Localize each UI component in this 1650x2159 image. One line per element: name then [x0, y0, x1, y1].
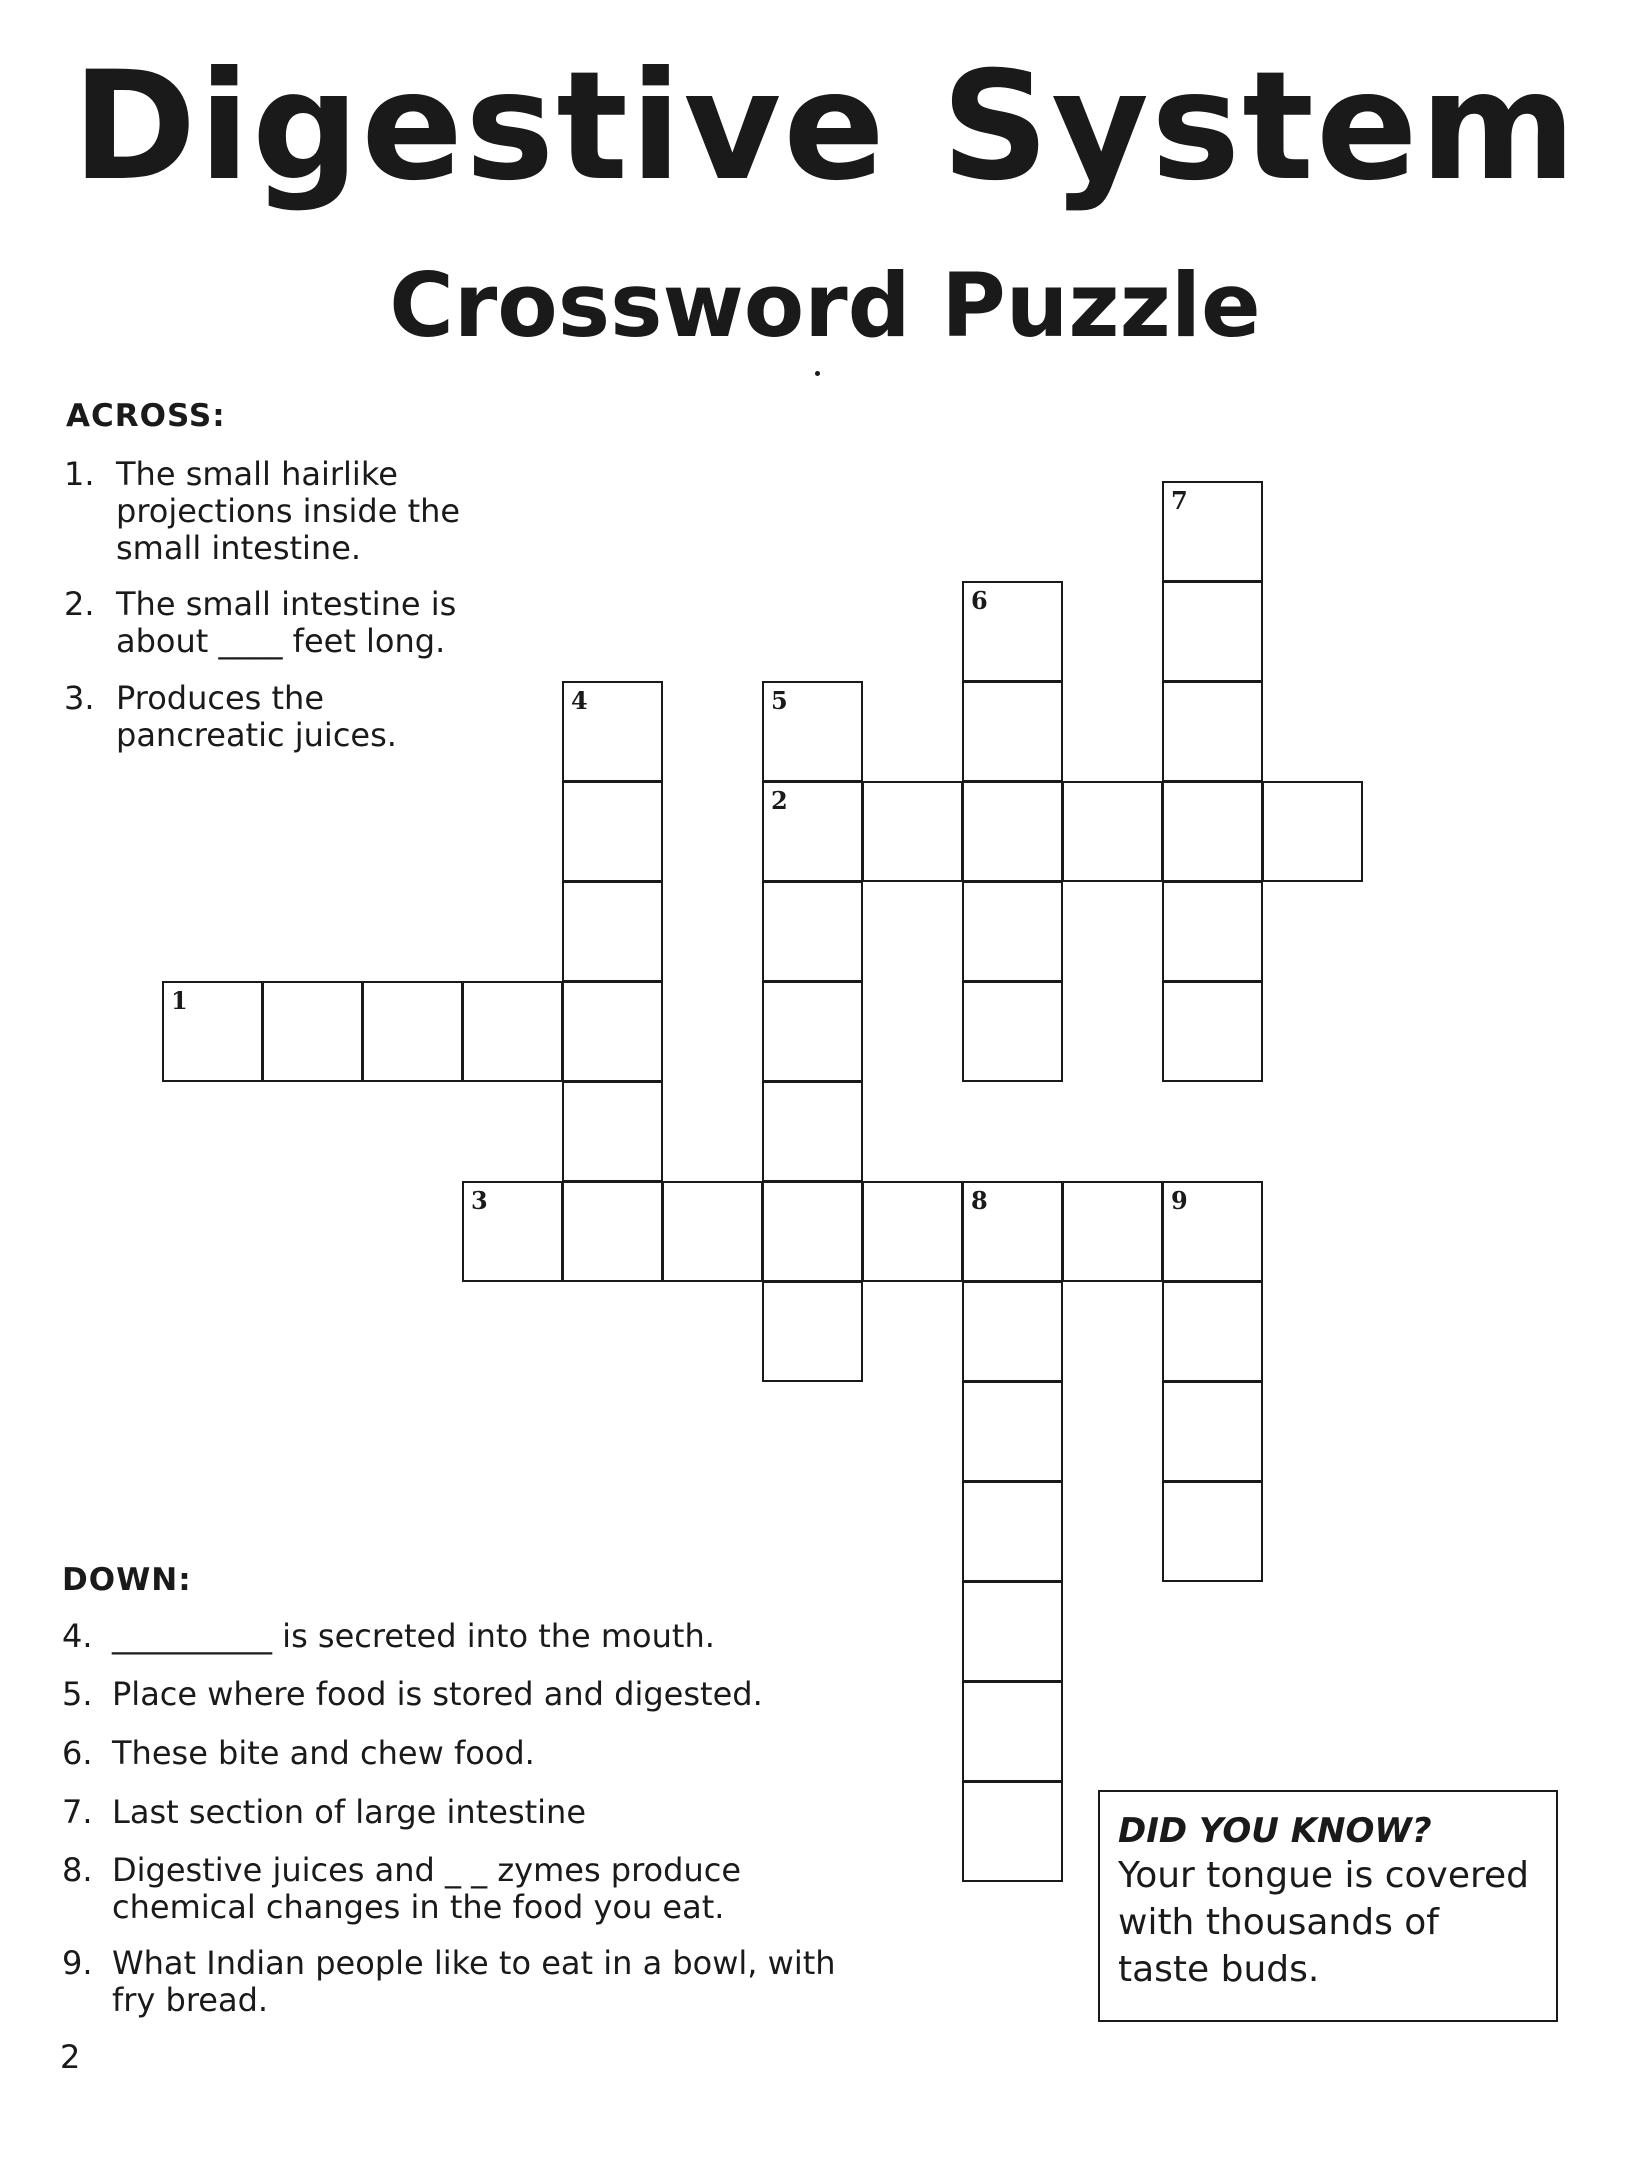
crossword-cell[interactable] [462, 981, 563, 1082]
clue-text: Place where food is stored and digested. [112, 1675, 763, 1713]
crossword-cell[interactable] [862, 1181, 963, 1282]
crossword-cell[interactable] [1262, 781, 1363, 882]
crossword-cell[interactable] [562, 681, 663, 782]
crossword-cell[interactable] [1162, 581, 1263, 682]
crossword-cell[interactable] [962, 581, 1063, 682]
down-clue-8 [62, 1852, 862, 1926]
page-subtitle: Crossword Puzzle [389, 254, 1261, 357]
down-clue-9 [62, 1945, 862, 2019]
crossword-cell[interactable] [662, 1181, 763, 1282]
clue-text: What Indian people like to eat in a bowl, with fry bread. [112, 1944, 836, 2019]
crossword-cell[interactable] [462, 1181, 563, 1282]
clue-text: Last section of large intestine [112, 1793, 587, 1831]
cell-number: 9 [1171, 1186, 1188, 1215]
cell-number: 7 [1171, 486, 1188, 515]
crossword-cell[interactable] [1162, 1281, 1263, 1382]
clue-number: 5. [62, 1675, 93, 1713]
crossword-cell[interactable] [962, 1181, 1063, 1282]
crossword-cell[interactable] [962, 1781, 1063, 1882]
crossword-cell[interactable] [962, 1281, 1063, 1382]
did-you-know-box [1098, 1790, 1558, 2022]
crossword-cell[interactable] [962, 781, 1063, 882]
crossword-cell[interactable] [962, 881, 1063, 982]
crossword-cell[interactable] [162, 981, 263, 1082]
crossword-cell[interactable] [862, 781, 963, 882]
page-title: Digestive System [72, 40, 1578, 214]
clue-number: 7. [62, 1793, 93, 1831]
clue-text: These bite and chew food. [112, 1734, 535, 1772]
clue-text: Digestive juices and _ _ zymes produce chemical changes in the food you eat. [112, 1851, 741, 1926]
crossword-cell[interactable] [562, 1081, 663, 1182]
did-you-know-heading: DID YOU KNOW? [1118, 1811, 1432, 1851]
across-clue-3 [64, 680, 484, 754]
clue-number: 6. [62, 1734, 93, 1772]
cell-number: 3 [471, 1186, 488, 1215]
crossword-cell[interactable] [962, 681, 1063, 782]
crossword-cell[interactable] [962, 1481, 1063, 1582]
clue-number: 4. [62, 1617, 93, 1655]
crossword-cell[interactable] [762, 981, 863, 1082]
across-clue-1 [64, 456, 484, 567]
crossword-cell[interactable] [1162, 981, 1263, 1082]
across-heading: ACROSS: [66, 398, 226, 434]
clue-text: The small hairlike projections inside the small intestine. [116, 455, 461, 567]
crossword-cell[interactable] [762, 1281, 863, 1382]
down-clue-7 [62, 1794, 882, 1831]
crossword-cell[interactable] [962, 1581, 1063, 1682]
crossword-cell[interactable] [1162, 481, 1263, 582]
crossword-cell[interactable] [1162, 881, 1263, 982]
cell-number: 1 [171, 986, 188, 1015]
crossword-cell[interactable] [962, 1681, 1063, 1782]
crossword-cell[interactable] [1162, 681, 1263, 782]
crossword-cell[interactable] [262, 981, 363, 1082]
crossword-cell[interactable] [562, 881, 663, 982]
clue-text: The small intestine is about ____ feet long. [116, 585, 457, 660]
cell-number: 6 [971, 586, 988, 615]
down-clue-5 [62, 1676, 882, 1713]
across-clue-2 [64, 586, 484, 660]
cell-number: 5 [771, 686, 788, 715]
crossword-cell[interactable] [762, 781, 863, 882]
crossword-cell[interactable] [762, 881, 863, 982]
crossword-cell[interactable] [1162, 1481, 1263, 1582]
cell-number: 8 [971, 1186, 988, 1215]
clue-number: 2. [64, 585, 95, 623]
crossword-cell[interactable] [1162, 1181, 1263, 1282]
crossword-cell[interactable] [1162, 781, 1263, 882]
crossword-cell[interactable] [562, 781, 663, 882]
crossword-cell[interactable] [1162, 1381, 1263, 1482]
crossword-cell[interactable] [762, 681, 863, 782]
crossword-cell[interactable] [762, 1181, 863, 1282]
clue-number: 8. [62, 1851, 93, 1889]
crossword-cell[interactable] [962, 1381, 1063, 1482]
crossword-cell[interactable] [962, 981, 1063, 1082]
clue-text: __________ is secreted into the mouth. [112, 1617, 715, 1655]
did-you-know-text: Your tongue is covered with thousands of taste buds. [1118, 1855, 1529, 1990]
crossword-cell[interactable] [762, 1081, 863, 1182]
cell-number: 4 [571, 686, 588, 715]
crossword-cell[interactable] [1062, 1181, 1163, 1282]
cell-number: 2 [771, 786, 788, 815]
page-number: 2 [60, 2038, 81, 2076]
crossword-cell[interactable] [562, 1181, 663, 1282]
clue-number: 3. [64, 679, 95, 717]
down-clue-6 [62, 1735, 882, 1772]
down-clue-4 [62, 1618, 882, 1655]
stray-dot [815, 371, 820, 376]
clue-number: 1. [64, 455, 95, 493]
crossword-cell[interactable] [562, 981, 663, 1082]
down-heading: DOWN: [62, 1562, 192, 1598]
crossword-cell[interactable] [1062, 781, 1163, 882]
clue-text: Produces the pancreatic juices. [116, 679, 397, 754]
clue-number: 9. [62, 1944, 93, 1982]
crossword-cell[interactable] [362, 981, 463, 1082]
